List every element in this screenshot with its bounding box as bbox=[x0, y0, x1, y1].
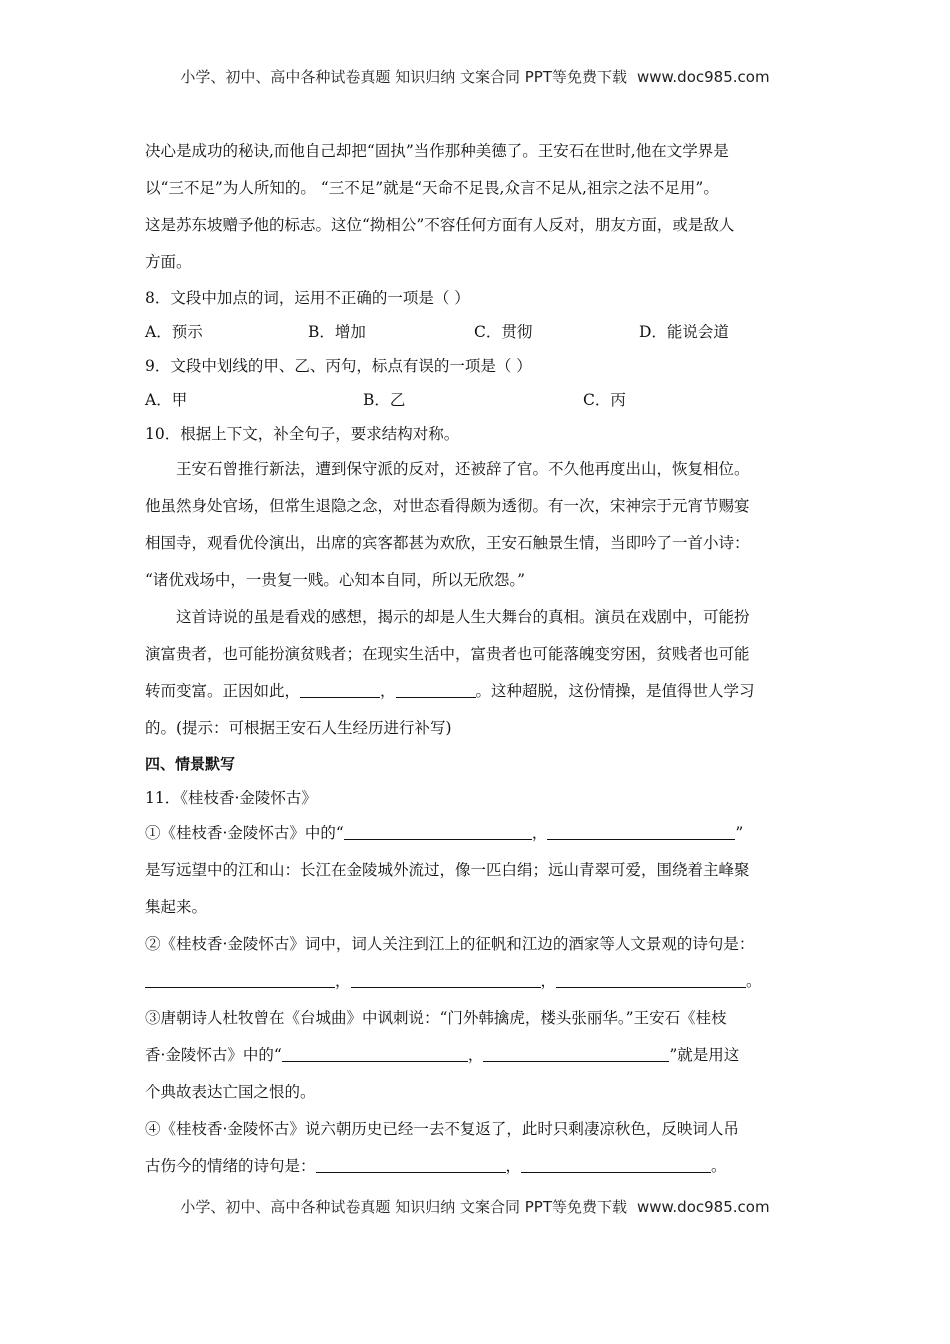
q11-s4-line-2 bbox=[145, 1148, 810, 1185]
page-header bbox=[0, 66, 950, 87]
question-8-options bbox=[145, 315, 810, 349]
q10-sep: ， bbox=[380, 682, 396, 700]
q10-para-line: 他虽然身处官场，但常生退隐之念，对世态看得颇为透彻。有一次，宋神宗于元宵节赐宴 bbox=[145, 497, 750, 515]
question-10-stem: 10．根据上下文，补全句子，要求结构对称。 bbox=[145, 425, 460, 443]
q11-s3-blank-2[interactable] bbox=[483, 1039, 669, 1062]
question-9-options bbox=[145, 383, 810, 417]
q11-s1-blank-1[interactable] bbox=[344, 817, 532, 840]
q10-para-line: “诸优戏场中，一贵复一贱。心知本自同，所以无欣怨。” bbox=[145, 571, 526, 589]
q10-fill-line bbox=[145, 673, 810, 710]
q11-s4-blank-2[interactable] bbox=[521, 1150, 711, 1173]
q11-s4-comma: ， bbox=[505, 1157, 522, 1175]
q11-s1-end: ” bbox=[735, 824, 744, 842]
passage-line: 方面。 bbox=[145, 253, 192, 271]
q11-s2-blank-2[interactable] bbox=[351, 965, 541, 988]
q11-s3-comma: ， bbox=[467, 1046, 484, 1064]
footer-url[interactable]: www.doc985.com bbox=[636, 1198, 770, 1216]
q11-s3-text: 香·金陵怀古》中的“ bbox=[145, 1046, 282, 1064]
q8-option-c: C．贯彻 bbox=[474, 323, 533, 341]
q10-blank-1[interactable] bbox=[300, 675, 380, 698]
q10-fill-text-end: 。这种超脱，这份情操，是值得世人学习 bbox=[475, 682, 755, 700]
q9-option-c: C．丙 bbox=[583, 391, 626, 409]
q8-option-b: B．增加 bbox=[308, 323, 366, 341]
q11-s3-blank-1[interactable] bbox=[282, 1039, 468, 1062]
document-body bbox=[145, 133, 810, 1185]
question-11-title: 11．《桂枝香·金陵怀古》 bbox=[145, 789, 317, 807]
q10-hint: 的。(提示：可根据王安石人生经历进行补写) bbox=[145, 719, 452, 737]
q11-s1-text: ①《桂枝香·金陵怀古》中的“ bbox=[145, 824, 344, 842]
page-footer bbox=[0, 1196, 950, 1217]
q11-s3-text-end: ”就是用这 bbox=[669, 1046, 740, 1064]
passage-line: 决心是成功的秘诀,而他自己却把“固执”当作那种美德了。王安石在世时,他在文学界是 bbox=[145, 142, 729, 160]
q11-s1-blank-2[interactable] bbox=[547, 817, 735, 840]
q10-blank-2[interactable] bbox=[396, 675, 476, 698]
q10-para-line: 这首诗说的虽是看戏的感想，揭示的却是人生大舞台的真相。演员在戏剧中，可能扮 bbox=[176, 608, 750, 626]
q9-option-a: A．甲 bbox=[145, 391, 188, 409]
q11-s2-blanks bbox=[145, 963, 810, 1000]
section-4-title: 四、情景默写 bbox=[145, 755, 236, 773]
q11-s2-end: 。 bbox=[746, 972, 762, 990]
q10-fill-text: 转而变富。正因如此， bbox=[145, 682, 301, 700]
q9-option-b: B．乙 bbox=[363, 391, 406, 409]
q11-s4-text: 古伤今的情绪的诗句是： bbox=[145, 1157, 316, 1175]
q11-s4-line: ④《桂枝香·金陵怀古》说六朝历史已经一去不复返了，此时只剩凄凉秋色，反映词人吊 bbox=[145, 1120, 739, 1138]
q11-s2-comma: ， bbox=[335, 972, 351, 990]
q11-s2-comma: ， bbox=[540, 972, 557, 990]
q11-s2-blank-1[interactable] bbox=[145, 965, 335, 988]
q11-s1-line bbox=[145, 815, 810, 852]
q11-s1-line-2: 是写远望中的江和山：长江在金陵城外流过，像一匹白绢；远山青翠可爱，围绕着主峰聚 bbox=[145, 861, 750, 879]
header-text: 小学、初中、高中各种试卷真题 知识归纳 文案合同 PPT等免费下载 bbox=[180, 68, 627, 86]
q11-s2-blank-3[interactable] bbox=[556, 965, 746, 988]
footer-text: 小学、初中、高中各种试卷真题 知识归纳 文案合同 PPT等免费下载 bbox=[180, 1198, 627, 1216]
passage-line: 以“三不足”为人所知的。 “三不足”就是“天命不足畏,众言不足从,祖宗之法不足用”。 bbox=[145, 179, 719, 197]
q11-s4-end: 。 bbox=[711, 1157, 727, 1175]
header-url[interactable]: www.doc985.com bbox=[636, 68, 770, 86]
q11-s3-line: ③唐朝诗人杜牧曾在《台城曲》中讽刺说：“门外韩擒虎，楼头张丽华。”王安石《桂枝 bbox=[145, 1009, 727, 1027]
q11-s3-line-3: 个典故表达亡国之恨的。 bbox=[145, 1083, 316, 1101]
q10-para-line: 王安石曾推行新法，遭到保守派的反对，还被辞了官。不久他再度出山，恢复相位。 bbox=[176, 460, 750, 478]
q8-option-a: A．预示 bbox=[145, 323, 203, 341]
question-8-stem: 8．文段中加点的词，运用不正确的一项是（ ） bbox=[145, 289, 470, 307]
question-9-stem: 9．文段中划线的甲、乙、丙句，标点有误的一项是（ ） bbox=[145, 357, 532, 375]
q11-s1-line-3: 集起来。 bbox=[145, 898, 208, 916]
q10-para-line: 相国寺，观看优伶演出，出席的宾客都甚为欢欣，王安石触景生情，当即吟了一首小诗： bbox=[145, 534, 750, 552]
passage-line: 这是苏东坡赠予他的标志。这位“拗相公”不容任何方面有人反对，朋友方面，或是敌人 bbox=[145, 216, 735, 234]
q11-s3-line-2 bbox=[145, 1037, 810, 1074]
q11-s2-line: ②《桂枝香·金陵怀古》词中，词人关注到江上的征帆和江边的酒家等人文景观的诗句是： bbox=[145, 935, 755, 953]
q11-s1-comma: ， bbox=[531, 824, 548, 842]
q10-para-line: 演富贵者，也可能扮演贫贱者；在现实生活中，富贵者也可能落魄变穷困，贫贱者也可能 bbox=[145, 645, 750, 663]
q8-option-d: D．能说会道 bbox=[639, 323, 729, 341]
q11-s4-blank-1[interactable] bbox=[316, 1150, 506, 1173]
